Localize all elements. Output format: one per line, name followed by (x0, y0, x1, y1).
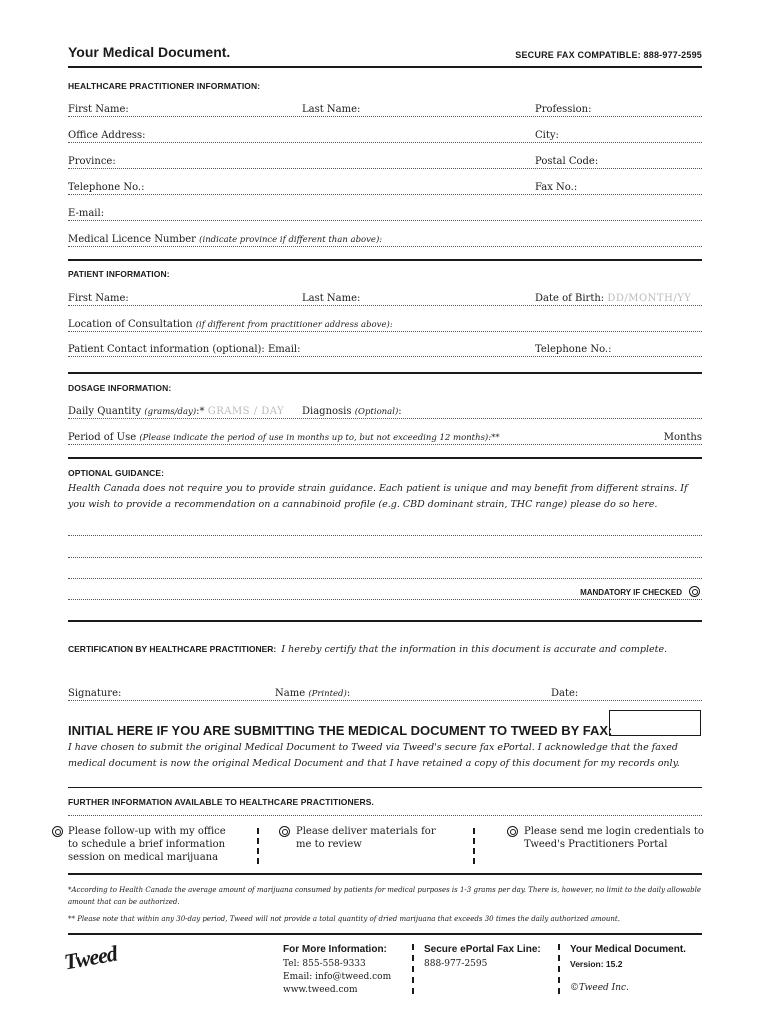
mandatory-checkbox[interactable] (689, 586, 700, 597)
practitioner-section-heading: HEALTHCARE PRACTITIONER INFORMATION: (68, 81, 261, 91)
city-field[interactable]: City: (535, 130, 559, 141)
signature-line (68, 700, 702, 701)
guidance-text: Health Canada does not require you to provide strain guidance. Each patient is unique and may benefit from different strains. If you wish to provide a recommendation on a cannabinoid profile (e.g. CBD dominant strain, THC range) please do so here. (68, 483, 688, 510)
guidance-line-4[interactable] (68, 599, 702, 600)
dosage-row2-line (68, 444, 702, 445)
practitioner-row4-line (68, 194, 702, 195)
info-heading: For More Information: (283, 944, 387, 955)
printed-name-note: (Printed) (308, 689, 347, 699)
diagnosis-label: Diagnosis (302, 406, 352, 417)
option-line: me to review (296, 839, 362, 850)
tweed-logo: Tweed (62, 940, 119, 975)
medical-licence-label: Medical Licence Number (68, 234, 196, 245)
version-label: Version: 15.2 (570, 959, 623, 969)
login-credentials-radio[interactable] (507, 826, 518, 837)
option-divider (257, 828, 259, 864)
diagnosis-colon: : (398, 406, 402, 417)
contact-email-label: : Email: (261, 344, 301, 355)
province-field[interactable]: Province: (68, 156, 116, 167)
certification-text: I hereby certify that the information in this document is accurate and complete. (281, 644, 668, 655)
office-address-field[interactable]: Office Address: (68, 130, 146, 141)
further-rule (68, 787, 702, 788)
practitioner-telephone-field[interactable]: Telephone No.: (68, 182, 145, 193)
initial-heading: INITIAL HERE IF YOU ARE SUBMITTING THE MEDICAL DOCUMENT TO TWEED BY FAX: (68, 723, 613, 738)
header-rule (68, 66, 702, 68)
medical-licence-field[interactable] (68, 234, 382, 245)
option-line: Please deliver materials for (296, 826, 436, 837)
daily-quantity-field[interactable] (68, 406, 284, 417)
initial-box[interactable] (609, 710, 701, 736)
patient-row3-line (68, 356, 702, 357)
initial-text: I have chosen to submit the original Medical Document to Tweed via Tweed's secure fax ePortal. I acknowledge that the faxed medical document is now the original Medical Document and that I have retained a copy of this document for my records only. (68, 742, 680, 769)
patient-telephone-field[interactable]: Telephone No.: (535, 344, 612, 355)
guidance-line-1[interactable] (68, 535, 702, 536)
patient-row2-line (68, 331, 702, 332)
certification-heading: CERTIFICATION BY HEALTHCARE PRACTITIONER: (68, 644, 277, 654)
location-of-consultation-field[interactable] (68, 319, 393, 330)
dosage-section-heading: DOSAGE INFORMATION: (68, 383, 172, 393)
postal-code-field[interactable]: Postal Code: (535, 156, 599, 167)
profession-field[interactable]: Profession: (535, 104, 592, 115)
contact-label: Patient Contact information (68, 344, 210, 355)
period-note: (Please indicate the period of use in months up to, but not exceeding 12 months):** (139, 433, 500, 443)
footer-rule (68, 933, 702, 935)
practitioner-row2-line (68, 142, 702, 143)
patient-section-heading: PATIENT INFORMATION: (68, 269, 170, 279)
deliver-materials-radio[interactable] (279, 826, 290, 837)
option-line: Please send me login credentials to (524, 826, 704, 837)
option-line: to schedule a brief information (68, 839, 226, 850)
follow-up-radio[interactable] (52, 826, 63, 837)
practitioner-email-field[interactable]: E-mail: (68, 208, 105, 219)
guidance-section-heading: OPTIONAL GUIDANCE: (68, 468, 165, 478)
copyright-label: ©Tweed Inc. (570, 983, 629, 993)
option-divider (473, 828, 475, 864)
footer-email[interactable]: Email: info@tweed.com (283, 972, 392, 982)
date-of-birth-placeholder: DD/MONTH/YY (607, 293, 692, 304)
fax-field[interactable]: Fax No.: (535, 182, 578, 193)
location-label: Location of Consultation (68, 319, 193, 330)
certification-rule (68, 620, 702, 622)
option-line: Please follow-up with my office (68, 826, 226, 837)
diagnosis-field[interactable] (302, 406, 402, 417)
guidance-line-3[interactable] (68, 578, 702, 579)
patient-rule (68, 259, 702, 261)
diagnosis-optional: (Optional) (354, 407, 399, 417)
dosage-rule (68, 372, 702, 374)
date-of-birth-label: Date of Birth: (535, 293, 605, 304)
certification-statement (68, 637, 667, 656)
further-dotted-line (68, 815, 702, 816)
date-field[interactable]: Date: (551, 688, 579, 699)
practitioner-first-name-field[interactable]: First Name: (68, 104, 129, 115)
daily-quantity-unit: (grams/day) (144, 407, 197, 417)
practitioner-row3-line (68, 168, 702, 169)
mandatory-label: MANDATORY IF CHECKED (580, 588, 682, 597)
option-line: session on medical marijuana (68, 852, 219, 863)
footer-divider (412, 944, 414, 994)
printed-name-label: Name (275, 688, 306, 699)
practitioner-last-name-field[interactable]: Last Name: (302, 104, 361, 115)
footer-contact (283, 958, 391, 997)
guidance-rule (68, 457, 702, 459)
months-label: Months (663, 432, 702, 443)
daily-quantity-mark: :* (196, 406, 205, 417)
eportal-number: 888-977-2595 (424, 959, 488, 969)
footer-divider (558, 944, 560, 994)
footnote-two: ** Please note that within any 30-day period, Tweed will not provide a total quantity of dried marijuana that exceeds 30 times the daily authorized amount. (68, 915, 620, 923)
practitioner-row5-line (68, 220, 702, 221)
printed-name-colon: : (346, 688, 351, 699)
patient-contact-email-field[interactable] (68, 344, 300, 355)
signature-field[interactable]: Signature: (68, 688, 122, 699)
printed-name-field[interactable] (275, 688, 350, 699)
guidance-line-2[interactable] (68, 557, 702, 558)
follow-up-option[interactable] (68, 825, 226, 864)
practitioner-row1-line (68, 116, 702, 117)
login-credentials-option[interactable] (524, 825, 704, 851)
medical-licence-note: (indicate province if different than above): (199, 235, 383, 245)
daily-quantity-placeholder: GRAMS / DAY (207, 406, 285, 417)
patient-last-name-field[interactable]: Last Name: (302, 293, 361, 304)
deliver-materials-option[interactable] (296, 825, 436, 851)
footnote-rule (68, 873, 702, 875)
option-line: Tweed's Practitioners Portal (524, 839, 668, 850)
eportal-heading: Secure ePortal Fax Line: (424, 944, 541, 955)
dosage-row1-line (68, 418, 702, 419)
page-title: Your Medical Document. (68, 44, 231, 60)
period-of-use-field[interactable] (68, 432, 500, 443)
footer-doc-title: Your Medical Document. (570, 944, 686, 955)
patient-first-name-field[interactable]: First Name: (68, 293, 129, 304)
patient-row1-line (68, 305, 702, 306)
date-of-birth-field[interactable] (535, 293, 691, 304)
further-section-heading: FURTHER INFORMATION AVAILABLE TO HEALTHCARE PRACTITIONERS. (68, 797, 374, 807)
contact-optional: (optional) (212, 344, 262, 355)
fax-number-label: SECURE FAX COMPATIBLE: 888-977-2595 (515, 50, 702, 60)
daily-quantity-label: Daily Quantity (68, 406, 142, 417)
period-label: Period of Use (68, 432, 137, 443)
practitioner-row6-line (68, 246, 702, 247)
footer-tel: Tel: 855-558-9333 (283, 959, 366, 969)
footer-website[interactable]: www.tweed.com (283, 985, 358, 995)
location-note: (if different from practitioner address above): (195, 320, 393, 330)
footnote-one: *According to Health Canada the average amount of marijuana consumed by patients for medical purposes is 1-3 grams per day. There is, however, no limit to the daily allowable amount that can be authorized. (68, 886, 702, 906)
